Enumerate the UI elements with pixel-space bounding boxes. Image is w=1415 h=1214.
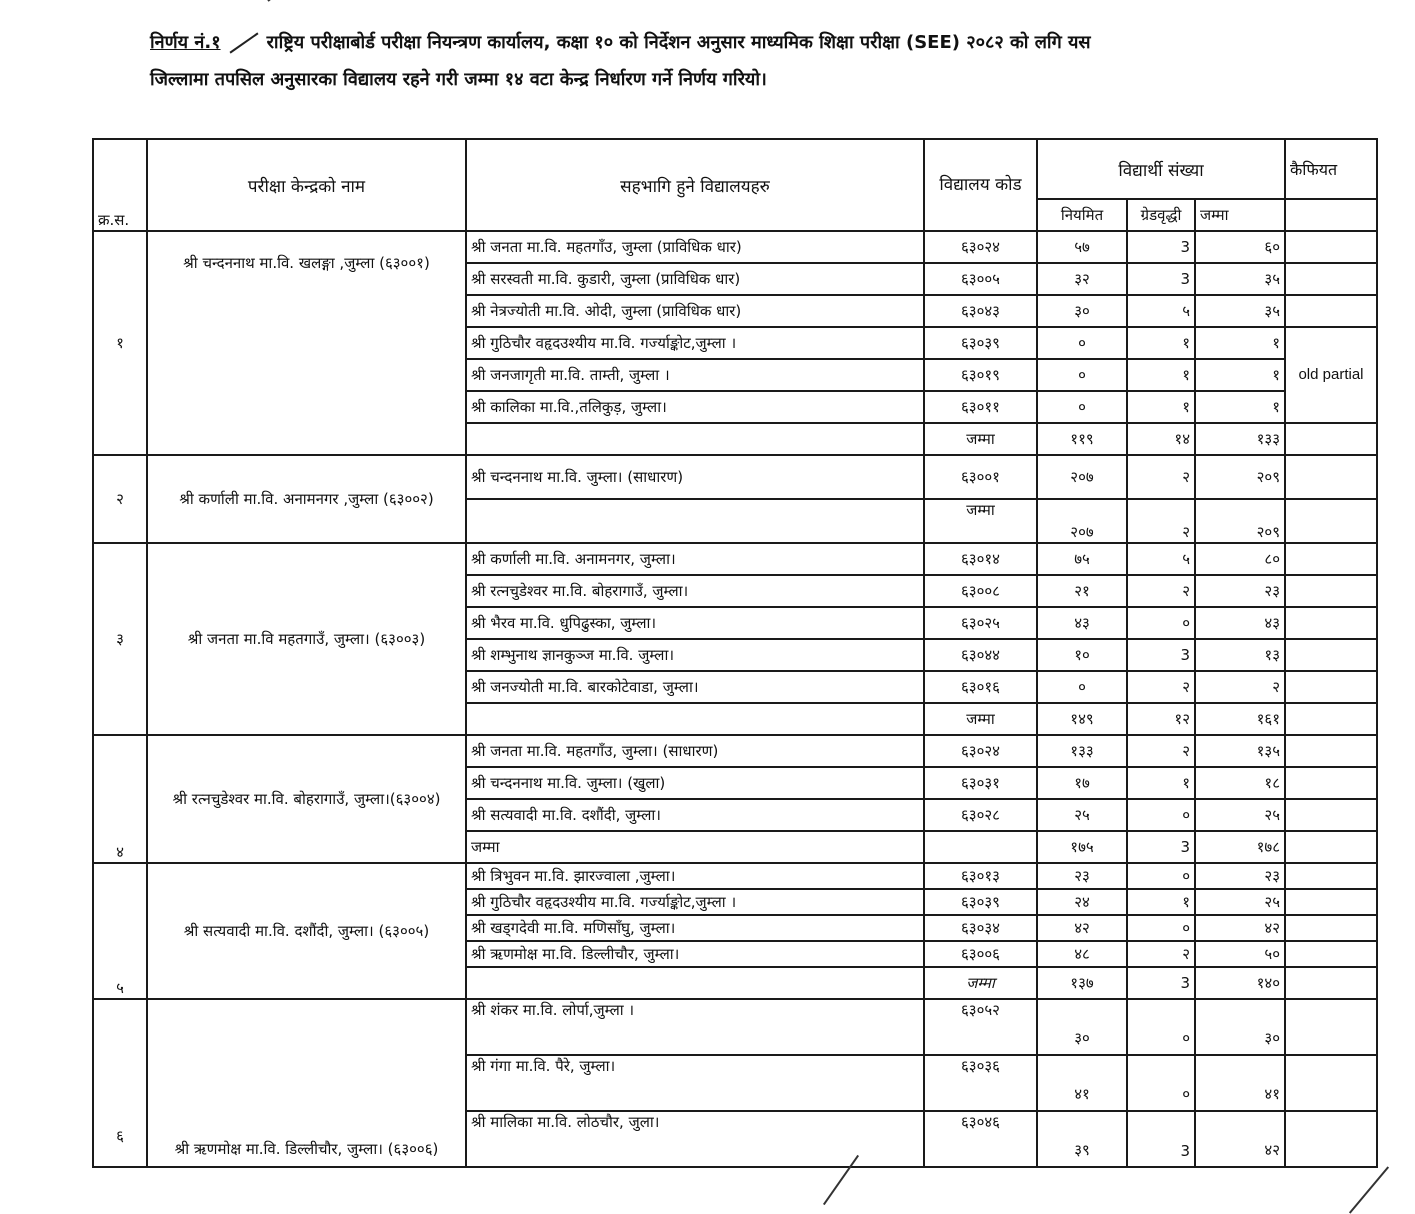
remark-cell <box>1285 607 1377 639</box>
school-code: ६३०३९ <box>924 889 1037 915</box>
sum-total: २०९ <box>1195 499 1285 543</box>
header-remarks-blank <box>1285 199 1377 231</box>
participating-school-name: श्री सरस्वती मा.वि. कुडारी, जुम्ला (प्राविधिक धार) <box>466 263 924 295</box>
remark-cell <box>1285 703 1377 735</box>
serial-number: ६ <box>93 999 147 1167</box>
sum-total: १४० <box>1195 967 1285 999</box>
remark-cell <box>1285 831 1377 863</box>
serial-number: ४ <box>93 735 147 863</box>
remark-cell <box>1285 941 1377 967</box>
participating-school-name: श्री गुठिचौर वहृदउश्यीय मा.वि. गर्ज्याङ्कोट,जुम्ला । <box>466 327 924 359</box>
remark-cell <box>1285 575 1377 607</box>
student-total: २ <box>1195 671 1285 703</box>
participating-school-name: श्री शंकर मा.वि. लोर्पा,जुम्ला । <box>466 999 924 1055</box>
regular-count: ० <box>1037 359 1127 391</box>
sum-total: १३३ <box>1195 423 1285 455</box>
school-code: ६३००१ <box>924 455 1037 499</box>
decision-text-line2: जिल्लामा तपसिल अनुसारका विद्यालय रहने गरी जम्मा १४ वटा केन्द्र निर्धारण गर्ने निर्णय गरियो। <box>150 69 767 90</box>
remark-cell <box>1285 735 1377 767</box>
serial-number: ५ <box>93 863 147 999</box>
student-total: १८ <box>1195 767 1285 799</box>
participating-school-name: श्री खड्गदेवी मा.वि. मणिसाँघु, जुम्ला। <box>466 915 924 941</box>
exam-center-table <box>92 138 1378 1168</box>
regular-count: ४१ <box>1037 1055 1127 1111</box>
sum-total: १६१ <box>1195 703 1285 735</box>
school-code: ६३०१९ <box>924 359 1037 391</box>
remark-cell <box>1285 455 1377 499</box>
tick-mark-icon <box>229 32 258 53</box>
regular-count: ७५ <box>1037 543 1127 575</box>
table-row <box>93 543 1377 575</box>
decision-paragraph <box>150 24 1385 61</box>
sum-grade-up: 3 <box>1127 967 1195 999</box>
remark-cell <box>1285 639 1377 671</box>
sum-total: १७८ <box>1195 831 1285 863</box>
student-total: ३० <box>1195 999 1285 1055</box>
student-total: १ <box>1195 391 1285 423</box>
header-total: जम्मा <box>1195 199 1285 231</box>
school-code: ६३०४३ <box>924 295 1037 327</box>
school-code: ६३००५ <box>924 263 1037 295</box>
regular-count: ० <box>1037 327 1127 359</box>
participating-school-name: श्री त्रिभुवन मा.वि. झारज्वाला ,जुम्ला। <box>466 863 924 889</box>
student-total: ६० <box>1195 231 1285 263</box>
school-code: ६३००६ <box>924 941 1037 967</box>
student-total: १३ <box>1195 639 1285 671</box>
table-row <box>93 735 1377 767</box>
grade-up-count: ० <box>1127 607 1195 639</box>
school-code: ६३०२५ <box>924 607 1037 639</box>
school-code: ६३०२४ <box>924 231 1037 263</box>
grade-up-count: १ <box>1127 767 1195 799</box>
regular-count: १३३ <box>1037 735 1127 767</box>
grade-up-count: २ <box>1127 735 1195 767</box>
header-participating-schools: सहभागि हुने विद्यालयहरु <box>466 139 924 231</box>
student-total: ३५ <box>1195 263 1285 295</box>
regular-count: २५ <box>1037 799 1127 831</box>
regular-count: ४३ <box>1037 607 1127 639</box>
participating-school-name: श्री कालिका मा.वि.,तलिकुड़, जुम्ला। <box>466 391 924 423</box>
sum-grade-up: १२ <box>1127 703 1195 735</box>
student-total: १ <box>1195 359 1285 391</box>
student-total: २५ <box>1195 889 1285 915</box>
grade-up-count: ० <box>1127 863 1195 889</box>
exam-center-name: श्री चन्दननाथ मा.वि. खलङ्गा ,जुम्ला (६३००१) <box>147 231 466 455</box>
header-remarks: कैफियत <box>1285 139 1377 199</box>
grade-up-count: ० <box>1127 1055 1195 1111</box>
grade-up-count: २ <box>1127 455 1195 499</box>
participating-school-name: श्री जनजागृती मा.वि. ताम्ती, जुम्ला । <box>466 359 924 391</box>
regular-count: ३९ <box>1037 1111 1127 1167</box>
sum-school-blank <box>466 967 924 999</box>
sum-regular: २०७ <box>1037 499 1127 543</box>
sum-label: जम्मा <box>466 831 924 863</box>
remark-cell <box>1285 295 1377 327</box>
school-code: ६३०३४ <box>924 915 1037 941</box>
school-code: ६३०४४ <box>924 639 1037 671</box>
decision-text-line1: राष्ट्रिय परीक्षाबोर्ड परीक्षा नियन्त्रण कार्यालय, कक्षा १० को निर्देशन अनुसार माध्यमिक शिक्षा परीक्षा (SEE) २०८२ को लगि यस <box>266 32 1091 53</box>
header-school-code: विद्यालय कोड <box>924 139 1037 231</box>
sum-grade-up: २ <box>1127 499 1195 543</box>
grade-up-count: १ <box>1127 359 1195 391</box>
participating-school-name: श्री जनता मा.वि. महतगाँउ, जुम्ला (प्राविधिक धार) <box>466 231 924 263</box>
school-code: ६३०१६ <box>924 671 1037 703</box>
student-total: २५ <box>1195 799 1285 831</box>
decision-number: निर्णय नं.१ <box>150 32 221 53</box>
grade-up-count: १ <box>1127 889 1195 915</box>
participating-school-name: श्री भैरव मा.वि. धुपिढुस्का, जुम्ला। <box>466 607 924 639</box>
school-code: ६३०२४ <box>924 735 1037 767</box>
school-code: ६३०४६ <box>924 1111 1037 1167</box>
participating-school-name: श्री ऋणमोक्ष मा.वि. डिल्लीचौर, जुम्ला। <box>466 941 924 967</box>
sum-code-blank <box>924 831 1037 863</box>
grade-up-count: २ <box>1127 575 1195 607</box>
exam-center-name: श्री कर्णाली मा.वि. अनामनगर ,जुम्ला (६३००२) <box>147 455 466 543</box>
regular-count: २३ <box>1037 863 1127 889</box>
student-total: २०९ <box>1195 455 1285 499</box>
exam-center-name: श्री सत्यवादी मा.वि. दशौंदी, जुम्ला। (६३००५) <box>147 863 466 999</box>
school-code: ६३०१३ <box>924 863 1037 889</box>
regular-count: २१ <box>1037 575 1127 607</box>
participating-school-name: श्री चन्दननाथ मा.वि. जुम्ला। (खुला) <box>466 767 924 799</box>
header-sn: क्र.स. <box>93 139 147 231</box>
school-code: ६३०३६ <box>924 1055 1037 1111</box>
grade-up-count: २ <box>1127 671 1195 703</box>
sum-school-blank <box>466 703 924 735</box>
remark-cell <box>1285 799 1377 831</box>
student-total: ४२ <box>1195 1111 1285 1167</box>
student-total: २३ <box>1195 863 1285 889</box>
exam-center-name: श्री ऋणमोक्ष मा.वि. डिल्लीचौर, जुम्ला। (६३००६) <box>147 999 466 1167</box>
school-code: ६३००८ <box>924 575 1037 607</box>
student-total: ४१ <box>1195 1055 1285 1111</box>
remark-cell <box>1285 889 1377 915</box>
regular-count: ४८ <box>1037 941 1127 967</box>
participating-school-name: श्री सत्यवादी मा.वि. दशौंदी, जुम्ला। <box>466 799 924 831</box>
remark-cell <box>1285 423 1377 455</box>
header-center-name: परीक्षा केन्द्रको नाम <box>147 139 466 231</box>
remark-cell <box>1285 671 1377 703</box>
school-code: ६३०३१ <box>924 767 1037 799</box>
remark-cell <box>1285 999 1377 1055</box>
sum-regular: १४९ <box>1037 703 1127 735</box>
participating-school-name: श्री जनता मा.वि. महतगाँउ, जुम्ला। (साधारण) <box>466 735 924 767</box>
student-total: ३५ <box>1195 295 1285 327</box>
regular-count: २४ <box>1037 889 1127 915</box>
grade-up-count: ५ <box>1127 543 1195 575</box>
regular-count: १० <box>1037 639 1127 671</box>
sum-school-blank <box>466 499 924 543</box>
remark-cell <box>1285 263 1377 295</box>
grade-up-count: ५ <box>1127 295 1195 327</box>
pen-stroke-mark <box>1349 1166 1389 1213</box>
school-code: ६३०१४ <box>924 543 1037 575</box>
serial-number: ३ <box>93 543 147 735</box>
sum-school-blank <box>466 423 924 455</box>
header-student-count: विद्यार्थी संख्या <box>1037 139 1285 199</box>
remark-cell <box>1285 1111 1377 1167</box>
sum-label: जम्मा <box>924 703 1037 735</box>
regular-count: ० <box>1037 391 1127 423</box>
remark-cell <box>1285 863 1377 889</box>
regular-count: ४२ <box>1037 915 1127 941</box>
regular-count: २०७ <box>1037 455 1127 499</box>
school-code: ६३०५२ <box>924 999 1037 1055</box>
regular-count: ० <box>1037 671 1127 703</box>
student-total: ५० <box>1195 941 1285 967</box>
grade-up-count: १ <box>1127 391 1195 423</box>
regular-count: ५७ <box>1037 231 1127 263</box>
grade-up-count: 3 <box>1127 263 1195 295</box>
table-row <box>93 999 1377 1055</box>
student-total: ४२ <box>1195 915 1285 941</box>
remark-cell <box>1285 915 1377 941</box>
remark-text: old partial <box>1285 327 1377 423</box>
grade-up-count: २ <box>1127 941 1195 967</box>
student-total: १३५ <box>1195 735 1285 767</box>
header-regular: नियमित <box>1037 199 1127 231</box>
sum-label: जम्मा <box>924 423 1037 455</box>
participating-school-name: श्री शम्भुनाथ ज्ञानकुञ्ज मा.वि. जुम्ला। <box>466 639 924 671</box>
grade-up-count: 3 <box>1127 1111 1195 1167</box>
sum-grade-up: 3 <box>1127 831 1195 863</box>
table-row <box>93 455 1377 499</box>
sum-label: जम्मा <box>924 499 1037 543</box>
grade-up-count: 3 <box>1127 639 1195 671</box>
school-code: ६३०११ <box>924 391 1037 423</box>
serial-number: २ <box>93 455 147 543</box>
sum-regular: ११९ <box>1037 423 1127 455</box>
table-row <box>93 231 1377 263</box>
remark-cell <box>1285 967 1377 999</box>
regular-count: ३० <box>1037 999 1127 1055</box>
grade-up-count: ० <box>1127 999 1195 1055</box>
remark-cell <box>1285 767 1377 799</box>
student-total: ८० <box>1195 543 1285 575</box>
remark-cell <box>1285 499 1377 543</box>
grade-up-count: 3 <box>1127 231 1195 263</box>
sum-grade-up: १४ <box>1127 423 1195 455</box>
sum-regular: १३७ <box>1037 967 1127 999</box>
sum-regular: १७५ <box>1037 831 1127 863</box>
school-code: ६३०२८ <box>924 799 1037 831</box>
student-total: १ <box>1195 327 1285 359</box>
participating-school-name: श्री चन्दननाथ मा.वि. जुम्ला। (साधारण) <box>466 455 924 499</box>
table-row <box>93 863 1377 889</box>
student-total: २३ <box>1195 575 1285 607</box>
participating-school-name: श्री जनज्योती मा.वि. बारकोटेवाडा, जुम्ला। <box>466 671 924 703</box>
regular-count: ३० <box>1037 295 1127 327</box>
exam-center-name: श्री जनता मा.वि महतगाउँ, जुम्ला। (६३००३) <box>147 543 466 735</box>
participating-school-name: श्री गंगा मा.वि. पैरे, जुम्ला। <box>466 1055 924 1111</box>
participating-school-name: श्री नेत्रज्योती मा.वि. ओदी, जुम्ला (प्राविधिक धार) <box>466 295 924 327</box>
serial-number: १ <box>93 231 147 455</box>
grade-up-count: १ <box>1127 327 1195 359</box>
grade-up-count: ० <box>1127 915 1195 941</box>
participating-school-name: श्री रत्नचुडेश्वर मा.वि. बोहरागाउँ, जुम्ला। <box>466 575 924 607</box>
sum-label: जम्मा <box>924 967 1037 999</box>
remark-cell <box>1285 543 1377 575</box>
student-total: ४३ <box>1195 607 1285 639</box>
participating-school-name: श्री गुठिचौर वहृदउश्यीय मा.वि. गर्ज्याङ्कोट,जुम्ला । <box>466 889 924 915</box>
remark-cell <box>1285 1055 1377 1111</box>
exam-center-name: श्री रत्नचुडेश्वर मा.वि. बोहरागाउँ, जुम्ला।(६३००४) <box>147 735 466 863</box>
participating-school-name: श्री कर्णाली मा.वि. अनामनगर, जुम्ला। <box>466 543 924 575</box>
school-code: ६३०३९ <box>924 327 1037 359</box>
participating-school-name: श्री मालिका मा.वि. लोठचौर, जुला। <box>466 1111 924 1167</box>
header-grade-up: ग्रेडवृद्धी <box>1127 199 1195 231</box>
grade-up-count: ० <box>1127 799 1195 831</box>
regular-count: १७ <box>1037 767 1127 799</box>
pen-stroke-mark <box>267 0 322 2</box>
remark-cell <box>1285 231 1377 263</box>
regular-count: ३२ <box>1037 263 1127 295</box>
